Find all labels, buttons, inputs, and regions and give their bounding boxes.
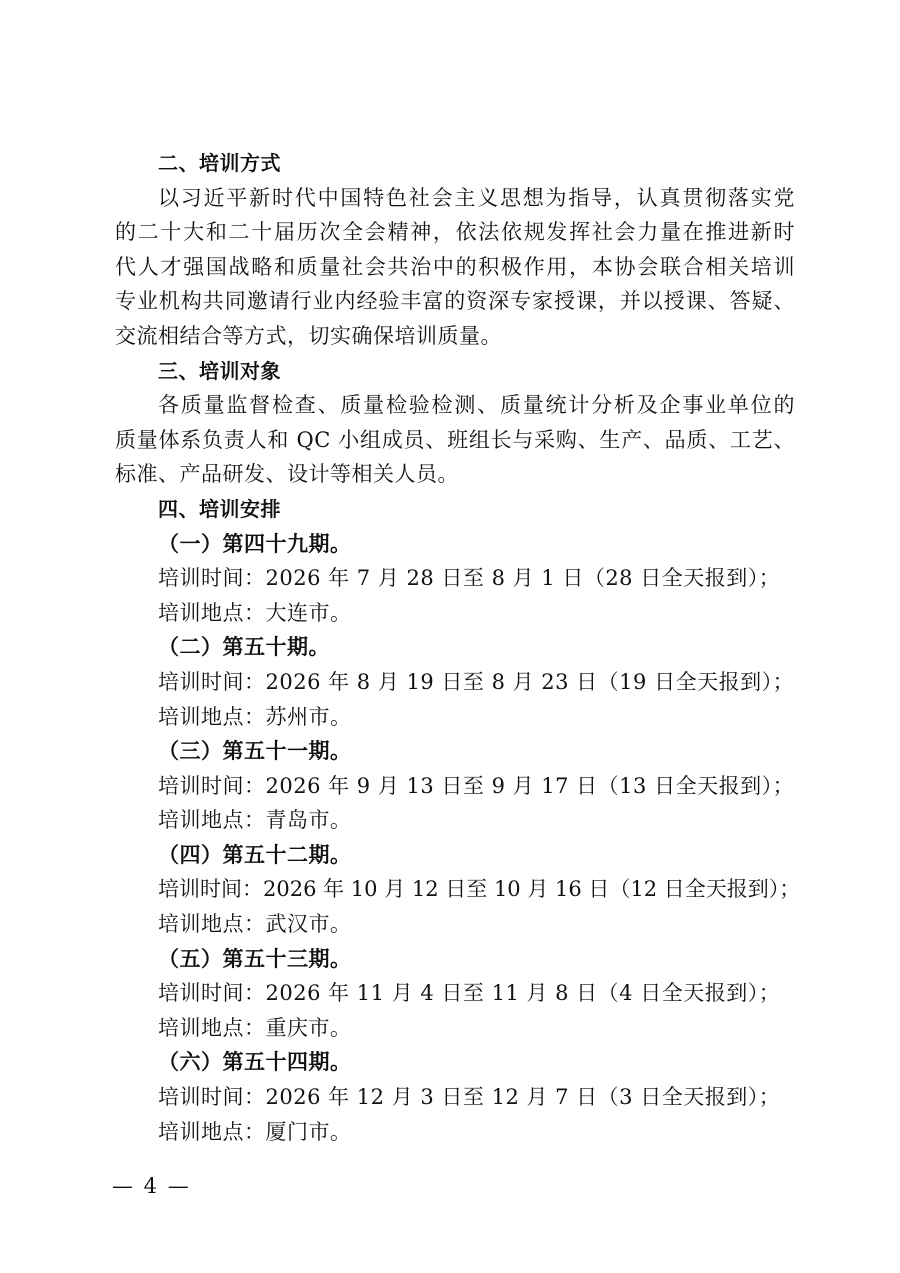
session-place: 培训地点：大连市。 (158, 600, 352, 625)
session-block (115, 838, 801, 942)
section-heading: 三、培训对象 (158, 358, 281, 383)
session-place: 培训地点：青岛市。 (158, 808, 352, 833)
section-training-schedule (115, 492, 801, 1149)
session-place: 培训地点：苏州市。 (158, 704, 352, 729)
document-body (115, 146, 801, 1149)
section-heading: 二、培训方式 (158, 151, 281, 175)
paragraph-line: 的二十大和二十届历次全会精神，依法依规发挥社会力量在推进新时 (115, 220, 795, 245)
session-time: 培训时间：2026 年 11 月 4 日至 11 月 8 日（4 日全天报到）； (158, 981, 781, 1006)
session-time: 培训时间：2026 年 7 月 28 日至 8 月 1 日（28 日全天报到）； (158, 566, 781, 591)
paragraph-line: 交流相结合等方式，切实确保培训质量。 (115, 323, 502, 348)
session-block (115, 734, 795, 838)
session-block (115, 942, 795, 1046)
session-time: 培训时间：2026 年 9 月 13 日至 9 月 17 日（13 日全天报到）； (158, 773, 795, 798)
section-heading: 四、培训安排 (158, 496, 281, 521)
section-training-method (115, 146, 795, 354)
paragraph-line: 代人才强国战略和质量社会共治中的积极作用，本协会联合相关培训 (115, 254, 795, 279)
section-training-target (115, 354, 795, 492)
session-place: 培训地点：武汉市。 (158, 912, 352, 937)
session-block (115, 630, 795, 734)
session-block (115, 1045, 795, 1149)
paragraph-line: 以习近平新时代中国特色社会主义思想为指导，认真贯彻落实党 (158, 185, 795, 210)
paragraph-line: 专业机构共同邀请行业内经验丰富的资深专家授课，并以授课、答疑、 (115, 289, 795, 314)
session-time: 培训时间：2026 年 8 月 19 日至 8 月 23 日（19 日全天报到）； (158, 669, 795, 694)
session-title: （六）第五十四期。 (158, 1049, 352, 1075)
session-time: 培训时间：2026 年 12 月 3 日至 12 月 7 日（3 日全天报到）； (158, 1085, 781, 1110)
paragraph-line: 标准、产品研发、设计等相关人员。 (115, 462, 459, 487)
page-number: — 4 — (112, 1174, 191, 1198)
paragraph-line: 各质量监督检查、质量检验检测、质量统计分析及企事业单位的 (158, 393, 795, 418)
session-place: 培训地点：重庆市。 (158, 1015, 352, 1040)
session-title: （一）第四十九期。 (158, 530, 352, 556)
session-title: （三）第五十一期。 (158, 738, 352, 764)
session-title: （五）第五十三期。 (158, 945, 352, 971)
session-time: 培训时间：2026 年 10 月 12 日至 10 月 16 日（12 日全天报到）； (158, 877, 801, 902)
session-block (115, 527, 795, 631)
session-title: （四）第五十二期。 (158, 841, 352, 867)
paragraph-line: 质量体系负责人和 QC 小组成员、班组长与采购、生产、品质、工艺、 (115, 427, 795, 452)
session-title: （二）第五十期。 (158, 634, 330, 660)
session-place: 培训地点：厦门市。 (158, 1119, 352, 1144)
